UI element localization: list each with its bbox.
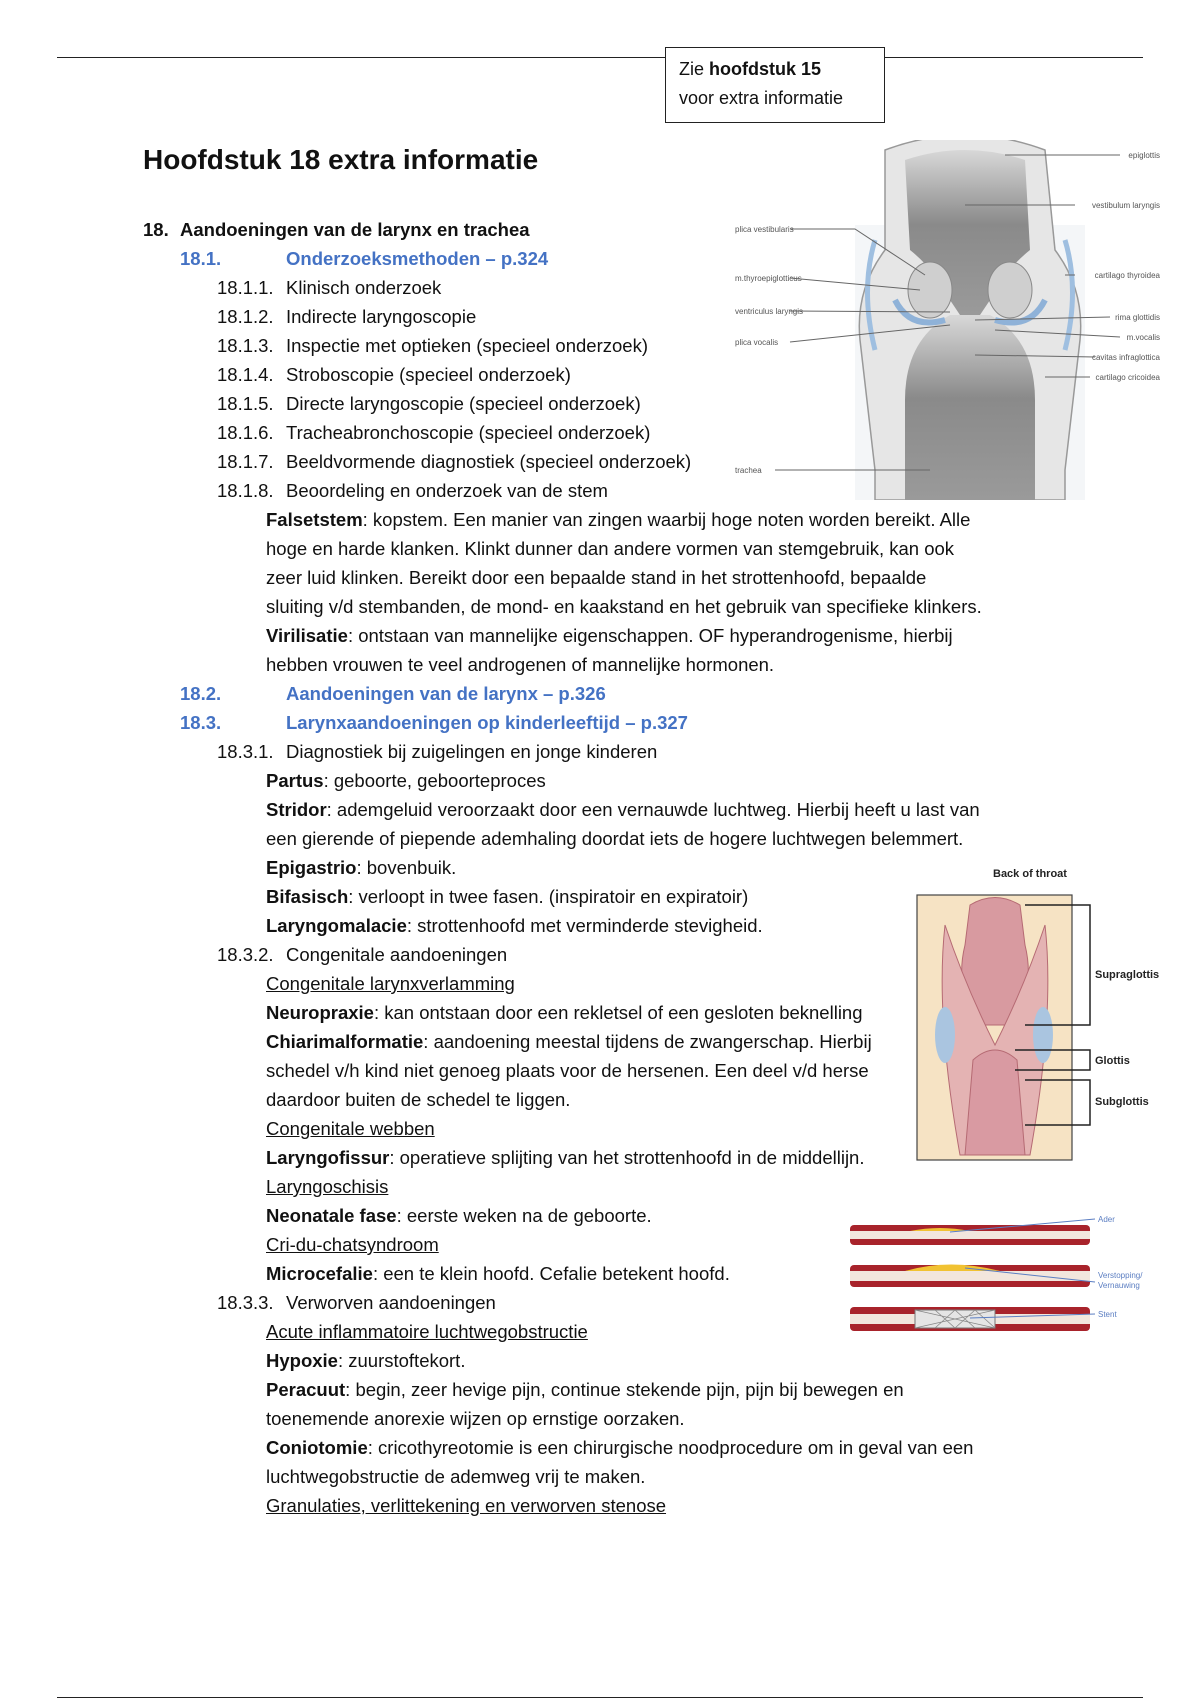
- cartilage-right: [1033, 1007, 1053, 1063]
- label-trachea: trachea: [735, 466, 762, 475]
- label-vestibulum-laryngis: vestibulum laryngis: [1091, 201, 1160, 210]
- bottom-rule: [57, 1697, 1143, 1698]
- definition-epigastrio: Epigastrio: bovenbuik.: [266, 857, 457, 878]
- definition-falsetstem: Falsetstem: kopstem. Een manier van zingen waarbij hoge noten worden bereikt. Alle: [266, 509, 971, 530]
- outline-item: 18.1.7. Beeldvormende diagnostiek (specieel onderzoek): [217, 451, 692, 472]
- definition-neuropraxie: Neuropraxie: kan ontstaan door een rekletsel of een gesloten beknelling: [266, 1002, 863, 1023]
- note-line-2: voor extra informatie: [679, 88, 844, 108]
- label-plica-vestibularis: plica vestibularis: [735, 225, 794, 234]
- subglottic-tube: [965, 1050, 1025, 1155]
- label-m-thyroepiglotticus: m.thyroepiglotticus: [735, 274, 802, 283]
- artery-stent-figure: [850, 1210, 1160, 1340]
- outline-item: 18.1.2. Indirecte laryngoscopie: [217, 306, 477, 327]
- definition-laryngofissur: Laryngofissur: operatieve splijting van het strottenhoofd in de middellijn.: [266, 1147, 865, 1168]
- outline-item: 18.1.4. Stroboscopie (specieel onderzoek): [217, 364, 571, 385]
- label-stent: Stent: [1098, 1310, 1117, 1319]
- subtopic-congenitale-larynxverlamming: Congenitale larynxverlamming: [266, 973, 515, 994]
- label-cartilago-thyroidea: cartilago thyroidea: [1094, 271, 1160, 280]
- definition-laryngomalacie: Laryngomalacie: strottenhoofd met verminderde stevigheid.: [266, 915, 763, 936]
- outline-item: 18.3.1. Diagnostiek bij zuigelingen en jonge kinderen: [217, 741, 658, 762]
- definition-chiarimalformatie: Chiarimalformatie: aandoening meestal tijdens de zwangerschap. Hierbij: [266, 1031, 872, 1052]
- label-rima-glottidis: rima glottidis: [1115, 313, 1160, 322]
- back-of-throat-figure: [915, 865, 1165, 1165]
- label-m-vocalis: m.vocalis: [1126, 333, 1160, 342]
- definition-line: toenemende anorexie wijzen op ernstige oorzaken.: [266, 1408, 685, 1429]
- heading-18: 18. Aandoeningen van de larynx en trachea: [143, 219, 530, 240]
- outline-item: 18.1.3. Inspectie met optieken (specieel onderzoek): [217, 335, 648, 356]
- label-cavitas-infraglottica: cavitas infraglottica: [1091, 353, 1160, 362]
- outline-item: 18.3.3. Verworven aandoeningen: [217, 1292, 496, 1313]
- artery-narrowed: [850, 1265, 1090, 1288]
- outline-item: 18.1.6. Tracheabronchoscopie (specieel onderzoek): [217, 422, 651, 443]
- subtopic-cri-du-chatsyndroom: Cri-du-chatsyndroom: [266, 1234, 439, 1255]
- label-subglottis: Subglottis: [1095, 1096, 1149, 1108]
- note-prefix: Zie: [679, 59, 710, 79]
- definition-line: hoge en harde klanken. Klinkt dunner dan andere vormen van stemgebruik, kan ook: [266, 538, 955, 559]
- definition-line: hebben vrouwen te veel androgenen of mannelijke hormonen.: [266, 654, 775, 675]
- subtopic-acute-luchtwegobstructie: Acute inflammatoire luchtwegobstructie: [266, 1321, 588, 1342]
- page-title: Hoofdstuk 18 extra informatie: [143, 144, 539, 175]
- label-vernauwing: Vernauwing: [1098, 1281, 1140, 1290]
- vestibular-fold-right: [988, 262, 1032, 318]
- larynx-section-figure: [735, 140, 1160, 500]
- definition-line: een gierende of piepende ademhaling doordat iets de hogere luchtwegen belemmert.: [266, 828, 964, 849]
- definition-line: zeer luid klinken. Bereikt door een bepaalde stand in het strottenhoofd, bepaalde: [266, 567, 927, 588]
- outline-item: 18.1.5. Directe laryngoscopie (specieel onderzoek): [217, 393, 641, 414]
- outline-item: 18.3.2. Congenitale aandoeningen: [217, 944, 508, 965]
- top-rule: [57, 57, 1143, 58]
- label-ventriculus-laryngis: ventriculus laryngis: [735, 307, 804, 316]
- artery-normal: [850, 1225, 1090, 1245]
- definition-neonatale-fase: Neonatale fase: eerste weken na de geboorte.: [266, 1205, 652, 1226]
- definition-hypoxie: Hypoxie: zuurstoftekort.: [266, 1350, 466, 1371]
- definition-line: luchtwegobstructie de ademweg vrij te maken.: [266, 1466, 646, 1487]
- artery-with-stent: [850, 1307, 1090, 1331]
- heading-18-2: 18.2. Aandoeningen van de larynx – p.326: [180, 683, 606, 704]
- label-supraglottis: Supraglottis: [1095, 969, 1160, 981]
- heading-18-1: 18.1. Onderzoeksmethoden – p.324: [180, 248, 549, 269]
- outline-item: 18.1.8. Beoordeling en onderzoek van de stem: [217, 480, 608, 501]
- subtopic-laryngoschisis: Laryngoschisis: [266, 1176, 389, 1197]
- label-ader: Ader: [1098, 1215, 1115, 1224]
- heading-18-3: 18.3. Larynxaandoeningen op kinderleeftijd – p.327: [180, 712, 688, 733]
- subtopic-congenitale-webben: Congenitale webben: [266, 1118, 435, 1139]
- figure-title-back-of-throat: Back of throat: [993, 868, 1067, 880]
- label-glottis: Glottis: [1095, 1055, 1130, 1067]
- definition-line: sluiting v/d stembanden, de mond- en kaakstand en het gebruik van specifieke klinkers.: [266, 596, 982, 617]
- definition-coniotomie: Coniotomie: cricothyreotomie is een chirurgische noodprocedure om in geval van een: [266, 1437, 974, 1458]
- reference-note-box: [665, 47, 885, 123]
- label-plica-vocalis: plica vocalis: [735, 338, 779, 347]
- definition-bifasisch: Bifasisch: verloopt in twee fasen. (inspiratoir en expiratoir): [266, 886, 749, 907]
- definition-line: daardoor buiten de schedel te liggen.: [266, 1089, 571, 1110]
- subtopic-granulaties: Granulaties, verlittekening en verworven stenose: [266, 1495, 667, 1516]
- label-cartilago-cricoidea: cartilago cricoidea: [1095, 373, 1160, 382]
- label-epiglottis: epiglottis: [1128, 151, 1160, 160]
- definition-virilisatie: Virilisatie: ontstaan van mannelijke eigenschappen. OF hyperandrogenisme, hierbij: [266, 625, 953, 646]
- definition-line: schedel v/h kind niet genoeg plaats voor de hersenen. Een deel v/d herse: [266, 1060, 869, 1081]
- cartilage-left: [935, 1007, 955, 1063]
- definition-microcefalie: Microcefalie: een te klein hoofd. Cefalie betekent hoofd.: [266, 1263, 730, 1284]
- note-chapter-ref: hoofdstuk 15: [709, 59, 822, 79]
- label-verstopping: Verstopping/: [1098, 1271, 1143, 1280]
- subglottic-lumen: [905, 315, 1035, 500]
- definition-partus: Partus: geboorte, geboorteproces: [266, 770, 546, 791]
- definition-peracuut: Peracuut: begin, zeer hevige pijn, continue stekende pijn, pijn bij bewegen en: [266, 1379, 904, 1400]
- definition-stridor: Stridor: ademgeluid veroorzaakt door een vernauwde luchtweg. Hierbij heeft u last van: [266, 799, 980, 820]
- outline-item: 18.1.1. Klinisch onderzoek: [217, 277, 442, 298]
